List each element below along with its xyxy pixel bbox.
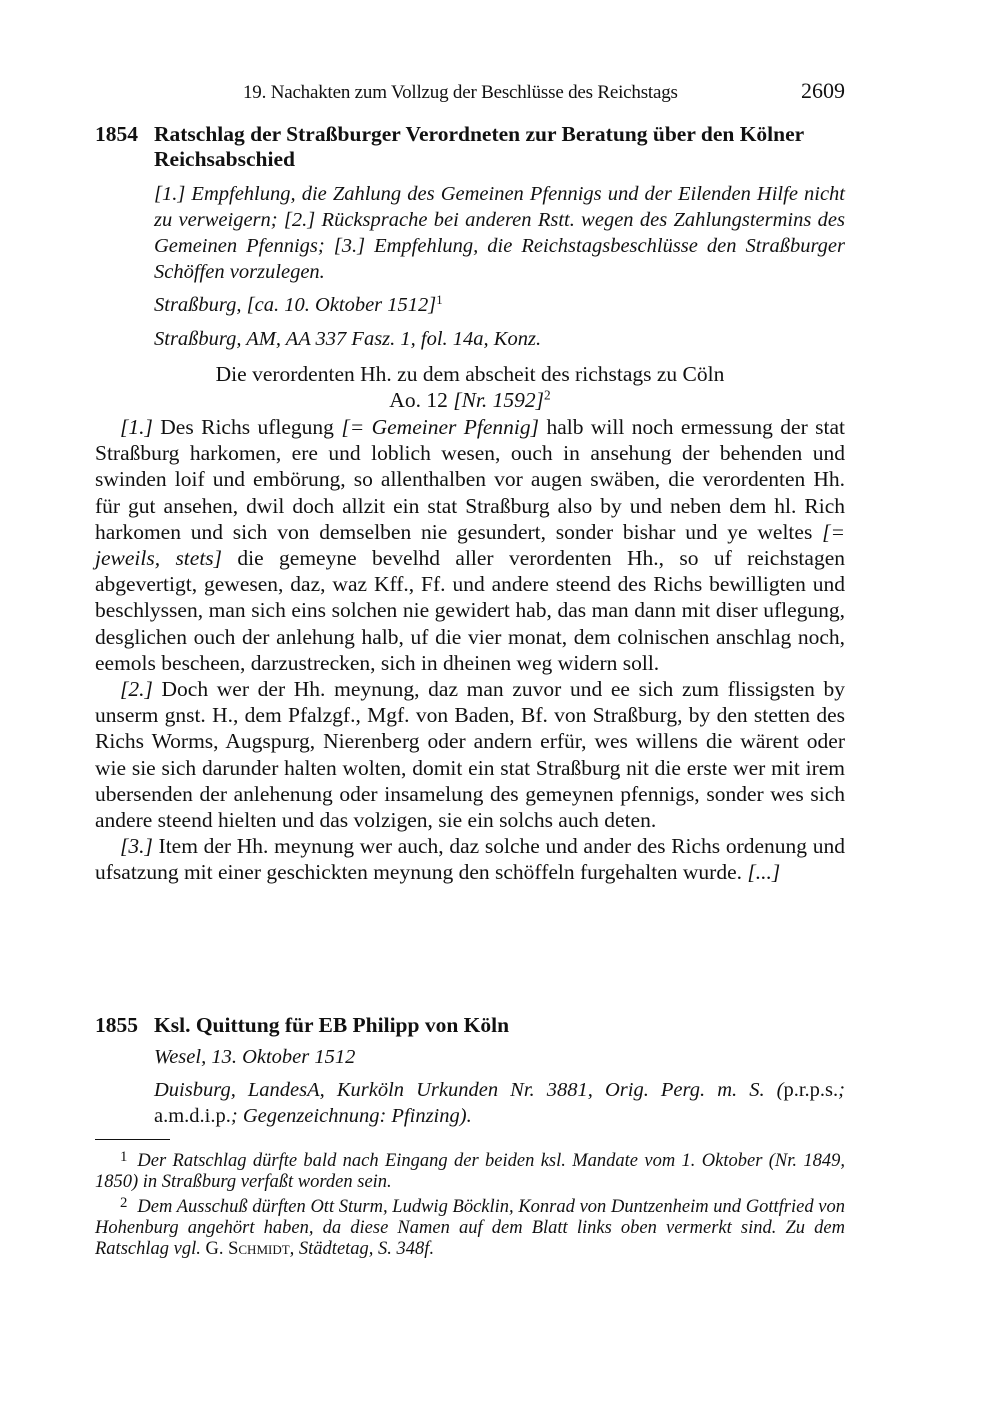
editorial-gloss: [= Gemeiner Pfennig]: [341, 415, 540, 439]
footnote-number: 2: [120, 1195, 128, 1212]
entry-1854-heading: [95, 122, 845, 172]
footnotes: [95, 1147, 845, 1260]
paragraph-2: [95, 676, 845, 833]
entry-title-line-2: Reichsabschied: [154, 147, 295, 171]
footnote-text: , Städtetag, S. 348f.: [289, 1239, 435, 1260]
entry-1855-source: [154, 1077, 845, 1129]
source-abbrev: a.m.d.i.p.: [154, 1105, 231, 1127]
entry-1855-place-date: Wesel, 13. Oktober 1512: [154, 1046, 356, 1068]
entry-1854-place-date: [154, 292, 845, 318]
entry-1854-source: Straßburg, AM, AA 337 Fasz. 1, fol. 14a, Konz.: [154, 328, 542, 350]
paragraph-1: [95, 414, 845, 676]
place-date-text: Straßburg, [ca. 10. Oktober 1512]: [154, 294, 437, 316]
document-heading-line-1: Die verordenten Hh. zu dem abscheit des richstags zu Cöln: [215, 362, 725, 386]
heading-ref: [Nr. 1592]: [453, 388, 545, 412]
source-text: Duisburg, LandesA, Kurköln Urkunden Nr. 3881, Orig. Perg. m. S. (: [154, 1079, 784, 1101]
heading-year: Ao. 12: [389, 388, 454, 412]
footnote-ref[interactable]: 1: [436, 293, 443, 308]
entry-title-line-1: Ksl. Quittung für EB Philipp von Köln: [154, 1013, 510, 1037]
footnote-text: Der Ratschlag dürfte bald nach Eingang der beiden ksl. Mandate vom 1. Oktober (Nr. 1849, 1850) in Straßburg verfaßt worden sein.: [95, 1151, 845, 1193]
footnote-divider: [95, 1139, 170, 1140]
paragraph-marker: [3.]: [120, 834, 153, 859]
entry-title-line-1: Ratschlag der Straßburger Verordneten zur Beratung über den Kölner: [154, 122, 805, 146]
page-number: 2609: [801, 78, 845, 103]
footnote-1: [95, 1147, 845, 1193]
entry-1855-heading: [95, 1013, 845, 1038]
paragraph-text: Item der Hh. meynung wer auch, daz solche und ander des Richs ordenung und ufsatzung mit einer geschickten meynung den schöffeln furgehalten wurde.: [95, 834, 845, 885]
running-head-title: 19. Nachakten zum Vollzug der Beschlüsse des Reichstags: [243, 82, 678, 103]
author-initial: G.: [205, 1239, 229, 1260]
paragraph-3: [95, 833, 845, 885]
author-name: Schmidt: [228, 1239, 290, 1260]
entry-1854-body: [95, 414, 845, 886]
footnote-number: 1: [120, 1149, 128, 1165]
editorial-gloss: [= jeweils, stets]: [95, 519, 845, 571]
ellipsis: [...]: [747, 860, 781, 885]
source-text: ; Gegenzeichnung: Pfinzing).: [230, 1105, 472, 1127]
paragraph-marker: [1.]: [120, 415, 153, 439]
source-text: ;: [838, 1079, 845, 1101]
footnote-ref[interactable]: 2: [544, 387, 551, 403]
running-head: [95, 80, 845, 108]
entry-1854-regest: [1.] Empfehlung, die Zahlung des Gemeinen Pfennigs und der Eilenden Hilfe nicht zu verweigern; [2.] Rücksprache bei anderen Rstt. wegen des Zahlungstermins des Gemeinen Pfennigs; [3.] Empfehlung, die Reichstagsbeschlüsse den Straßburger Schöffen vorzulegen.: [154, 183, 845, 283]
paragraph-marker: [2.]: [120, 677, 153, 702]
paragraph-text: Doch wer der Hh. meynung, daz man zuvor und ee sich zum flissigsten by unserm gnst. H., dem Pfalzgf., Mgf. von Baden, Bf. von Straßburg, by den stetten des Richs Worms, Augspurg, Nierenberg oder andern erfür, wes willens die wärent oder wie sie sich darunder halten wolten, domit ein stat Straßburg nit die erste wer mit irem ubersenden der anlehenung oder insamelung des gemeynen pfennigs, sonder wes sich andere steend hielten und das volzigen, sie ein solchs auch deten.: [95, 677, 845, 833]
footnote-2: [95, 1193, 845, 1260]
paragraph-text: die gemeyne bevelhd aller verordenten Hh., so uf reichstagen abgevertigt, gewesen, daz, waz Kff., Ff. und andere steend des Richs bewilligten und beschlyssen, man sich eins solchen nie gewidert hab, das man dann mit diser uflegung, desglichen ouch der anlehung halb, uf die vier monat, dem colnischen anschlag noch, eemols bescheen, darzustrecken, sich in dheinen weg widern soll.: [95, 546, 845, 675]
source-abbrev: p.r.p.s.: [783, 1079, 839, 1101]
document-heading-line-2: [95, 388, 845, 413]
paragraph-text: halb will noch ermessung der stat Straßburg harkomen, ere und loblich wesen, ouch in ansehung der behenden und swinden loif und embörung, so allenthalben vor augen swäben, die verordenten Hh. für gut ansehen, dwil doch allzit ein stat Straßburg also by und neben dem hl. Rich harkomen und sich von demselben nie gesundert, sonder bishar und ye weltes: [95, 415, 845, 544]
entry-number: 1855: [95, 1013, 138, 1037]
paragraph-text: Des Richs uflegung: [152, 415, 342, 439]
footnote-text: Dem Ausschuß dürften Ott Sturm, Ludwig Böcklin, Konrad von Duntzenheim und Gottfried von Hohenburg angehört haben, da diese Namen auf dem Blatt links oben vermerkt sind. Zu dem Ratschlag vgl.: [95, 1197, 845, 1260]
entry-number: 1854: [95, 122, 138, 146]
